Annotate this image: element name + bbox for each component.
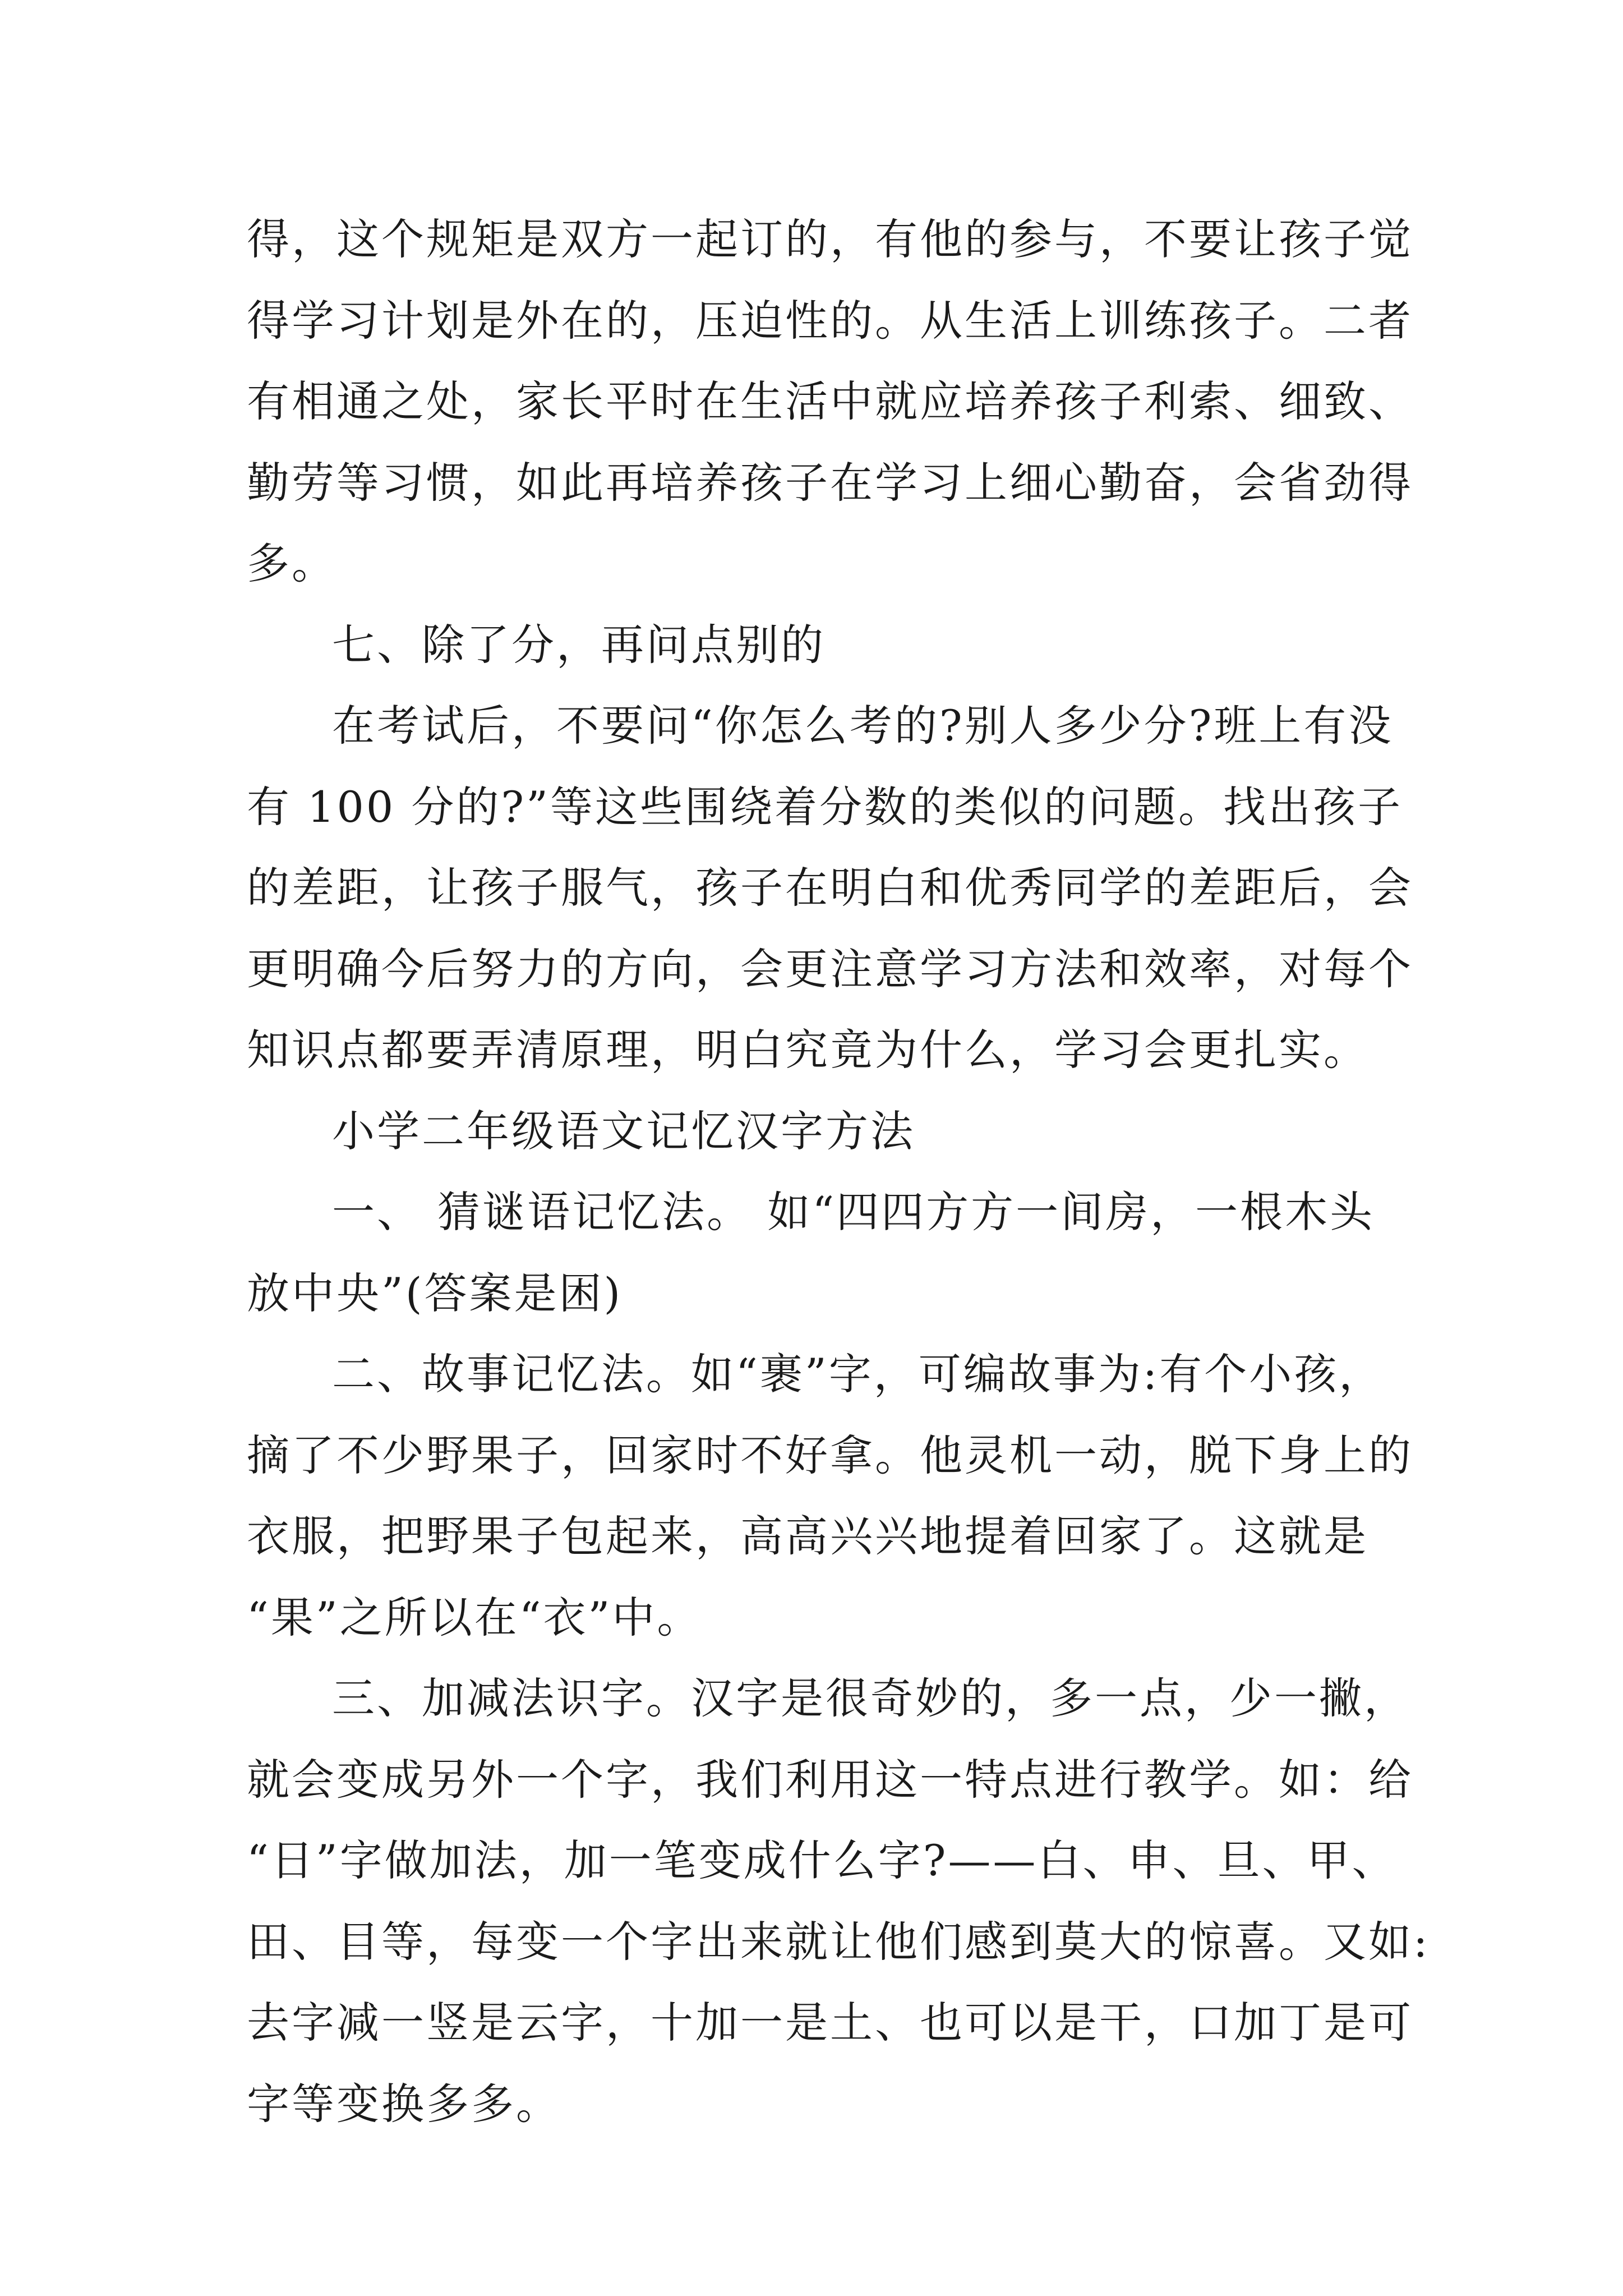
text-line: 三、加减法识字。汉字是很奇妙的，多一点，少一撇， <box>332 1673 1409 1723</box>
text-line: 在考试后，不要问“你怎么考的?别人多少分?班上有没 <box>332 701 1394 751</box>
text-line: 去字减一竖是云字，十加一是土、也可以是干，口加丁是可 <box>247 1998 1413 2047</box>
title-text: 小学二年级语文记忆汉字方法 <box>332 1106 915 1156</box>
text-line: 多。 <box>247 539 336 588</box>
text-line: 勤劳等习惯，如此再培养孩子在学习上细心勤奋，会省劲得 <box>247 457 1413 508</box>
text-line: 二、故事记忆法。如“裹”字，可编故事为:有个小孩， <box>332 1349 1384 1399</box>
text-line: 摘了不少野果子，回家时不好拿。他灵机一动，脱下身上的 <box>247 1430 1413 1480</box>
section-title-memory-methods <box>247 1091 1413 1172</box>
text-line: “日”字做加法，加一笔变成什么字?——白、申、旦、甲、 <box>247 1835 1397 1885</box>
paragraph-study-plan <box>247 199 1413 605</box>
text-line: 田、目等，每变一个字出来就让他们感到莫大的惊喜。又如: <box>247 1916 1430 1967</box>
text-line: 有相通之处，家长平时在生活中就应培养孩子利索、细致、 <box>247 376 1413 426</box>
section-heading-seven <box>247 605 1413 686</box>
text-line: 就会变成另外一个字，我们利用这一特点进行教学。如：给 <box>247 1754 1413 1805</box>
text-line: 更明确今后努力的方向，会更注意学习方法和效率，对每个 <box>247 944 1413 994</box>
text-line: 知识点都要弄清原理，明白究竟为什么，学习会更扎实。 <box>247 1025 1368 1075</box>
text-line: 得学习计划是外在的，压迫性的。从生活上训练孩子。二者 <box>247 295 1413 346</box>
text-line: 得，这个规矩是双方一起订的，有他的参与，不要让孩子觉 <box>247 214 1413 264</box>
text-line: 放中央”(答案是困) <box>247 1268 623 1318</box>
text-line: 有 100 分的?”等这些围绕着分数的类似的问题。找出孩子 <box>247 781 1403 832</box>
paragraph-add-subtract-method <box>247 1658 1430 2145</box>
paragraph-story-method <box>247 1334 1413 1658</box>
text-line: 一、 猜谜语记忆法。 如“四四方方一间房，一根木头 <box>332 1187 1375 1237</box>
text-line: “果”之所以在“衣”中。 <box>247 1592 702 1642</box>
text-line: 的差距，让孩子服气，孩子在明白和优秀同学的差距后，会 <box>247 863 1413 913</box>
text-line: 衣服，把野果子包起来，高高兴兴地提着回家了。这就是 <box>247 1511 1368 1561</box>
heading-text: 七、除了分，再问点别的 <box>332 619 826 670</box>
text-line: 字等变换多多。 <box>247 2078 561 2129</box>
paragraph-riddle-method <box>247 1172 1413 1334</box>
paragraph-after-exam <box>247 685 1413 1091</box>
document-body <box>247 199 1430 2145</box>
